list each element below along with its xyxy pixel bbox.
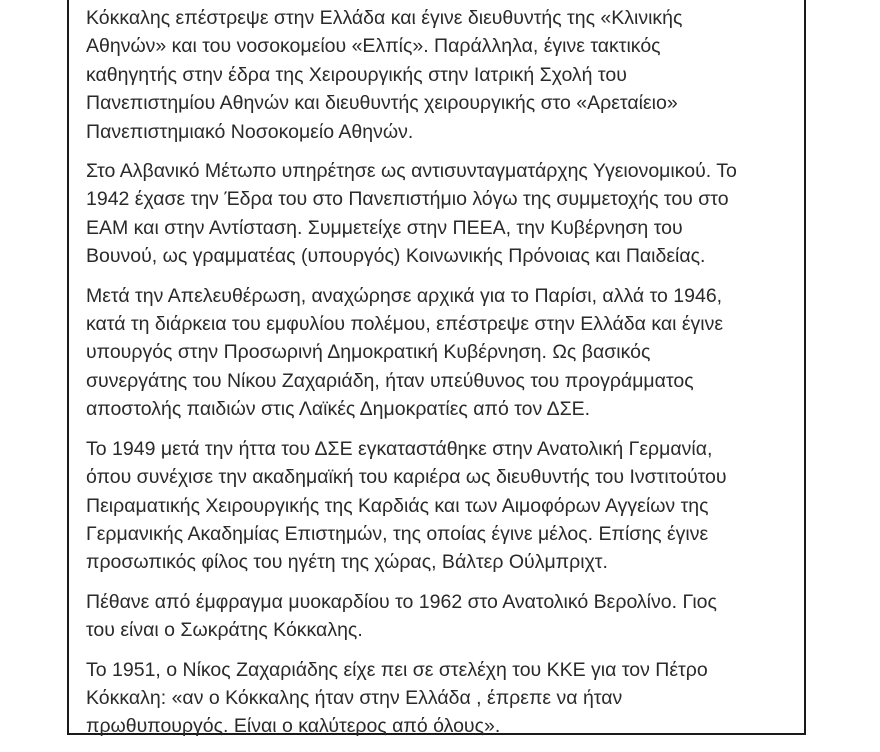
paragraph-quote: Το 1951, ο Νίκος Ζαχαριάδης είχε πει σε στελέχη του ΚΚΕ για τον Πέτρο Κόκκαλη: «αν ο Κόκκαλης ήταν στην Ελλάδα , έπρεπε να ήταν πρωθυπουργός. Είναι ο καλύτερος από όλους». bbox=[86, 658, 708, 738]
paragraph-albanian-front: Στο Αλβανικό Μέτωπο υπηρέτησε ως αντισυνταγματάρχης Υγειονομικού. Το 1942 έχασε την Έδρα του στο Πανεπιστήμιο λόγω της συμμετοχής του στο ΕΑΜ και στην Αντίσταση. Συμμετείχε στην ΠΕΕΑ, την Κυβέρνηση του Βουνού, ως γραμματέας (υπουργός) Κοινωνικής Πρόνοιας και Παιδείας. bbox=[86, 160, 737, 268]
article-body bbox=[86, 4, 798, 752]
paragraph-east-germany: Το 1949 μετά την ήττα του ΔΣΕ εγκαταστάθηκε στην Ανατολική Γερμανία, όπου συνέχισε την ακαδημαϊκή του καριέρα ως διευθυντής του Ινστιτούτου Πειραματικής Χειρουργικής της Καρδιάς και των Αιμοφόρων Αγγείων της Γερμανικής Ακαδημίας Επιστημών, της οποίας έγινε μέλος. Επίσης έγινε προσωπικός φίλος του ηγέτη της χώρας, Βάλτερ Ούλμπριχτ. bbox=[86, 437, 727, 574]
paragraph-liberation: Μετά την Απελευθέρωση, αναχώρησε αρχικά για το Παρίσι, αλλά το 1946, κατά τη διάρκεια του εμφυλίου πολέμου, επέστρεψε στην Ελλάδα και έγινε υπουργός στην Προσωρινή Δημοκρατική Κυβέρνηση. Ως βασικός συνεργάτης του Νίκου Ζαχαριάδη, ήταν υπεύθυνος του προγράμματος αποστολής παιδιών στις Λαϊκές Δημοκρατίες από τον ΔΣΕ. bbox=[86, 284, 724, 421]
paragraph-career-athens: Κόκκαλης επέστρεψε στην Ελλάδα και έγινε διευθυντής της «Κλινικής Αθηνών» και του νοσοκομείου «Ελπίς». Παράλληλα, έγινε τακτικός καθηγητής στην έδρα της Χειρουργικής στην Ιατρική Σχολή του Πανεπιστημίου Αθηνών και διευθυντής χειρουργικής στο «Αρεταίειο» Πανεπιστημιακό Νοσοκομείο Αθηνών. bbox=[86, 7, 683, 143]
paragraph-death: Πέθανε από έμφραγμα μυοκαρδίου το 1962 στο Ανατολικό Βερολίνο. Γιος του είναι ο Σωκράτης Κόκκαλης. bbox=[86, 590, 717, 642]
article-card bbox=[67, 0, 806, 738]
